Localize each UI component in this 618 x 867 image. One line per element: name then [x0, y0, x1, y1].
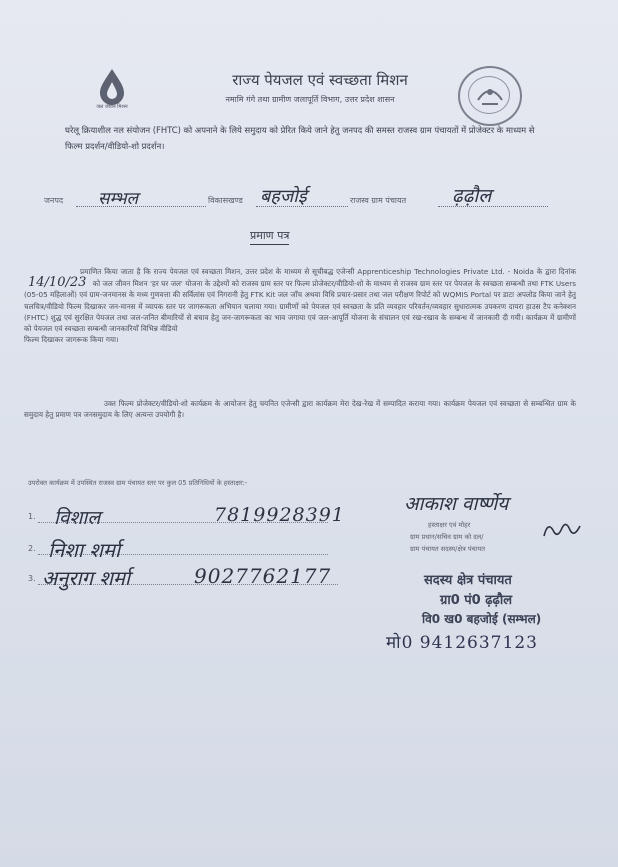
stamp-line-2: ग्रा0 पं0 ढ़ढ़ौल [440, 593, 513, 608]
program-date: 14/10/23 [28, 275, 87, 291]
signature-caption-2: ग्राम प्रधान/सचिव ग्राम को दल/ [410, 533, 484, 541]
district-label: जनपद [44, 196, 64, 205]
intro-text: घरेलू क्रियाशील नल संयोजन (FHTC) को अपनाने के लिये समुदाय को प्रेरित किये जाने हेतु जनपद की समस्त राजस्व ग्राम पंचायतों में प्रोजेक्टर के माध्यम से फिल्म प्रदर्शन/वीडियो-शो प्रदर्शन। [65, 125, 535, 151]
header-subtitle: नमामि गंगे तथा ग्रामीण जलापूर्ति विभाग, उत्तर प्रदेश शासन [225, 95, 395, 104]
row-1-phone: 7819928391 [214, 504, 345, 526]
row-3-number: 3. [28, 574, 36, 583]
row-1-name: विशाल [54, 507, 101, 529]
stamp-line-1: सदस्य क्षेत्र पंचायत [424, 573, 512, 588]
initial-signature [540, 516, 584, 542]
row-2-number: 2. [28, 544, 36, 553]
row-1-number: 1. [28, 512, 36, 521]
para1-end: फिल्म दिखाकर जागरूक किया गया। [24, 335, 119, 345]
certificate-title: प्रमाण पत्र [250, 228, 289, 245]
para2-text: उक्त फिल्म प्रोजेक्टर/वीडियो-शो कार्यक्रम के आयोजन हेतु चयनित एजेन्सी द्वारा कार्यक्रम मेरा देख-रेख में सम्पादित कराया गया। कार्यक्रम पेयजल एवं स्वच्छता से सम्बन्धित ग्राम के समुदाय हेतु प्रमाण पत्र जनसमुदाय के लिए अत्यन्त उपयोगी है। [24, 399, 576, 420]
location-fields [20, 185, 580, 210]
attendance-label: उपरोक्त कार्यक्रम में उपस्थित राजस्व ग्राम पंचायत स्तर पर कुल 05 प्रतिनिधियों के हस्ताक्षर:- [28, 479, 248, 487]
row-3-name: अनुराग शर्मा [42, 566, 131, 590]
village-label: राजस्व ग्राम पंचायत [350, 196, 407, 205]
para1-part1: प्रमाणित किया जाता है कि राज्य पेयजल एवं स्वच्छता मिशन, उत्तर प्रदेश के माध्यम से सूचीबद्ध एजेन्सी Apprenticeship Technologies Private Ltd. - Noida के द्वारा दिनांक [80, 267, 576, 276]
certificate-paragraph-1 [24, 266, 576, 345]
para1-part2: को जल जीवन मिशन 'हर घर जल' योजना के उद्देश्यों को राजस्व ग्राम स्तर पर फिल्म प्रोजेक्टर/वीडियो-शो के माध्यम से राजस्व ग्राम स्तर पर पेयजल के स्वच्छता सम्बन्धी तथा FTK Users (05-05 महिलाओं) एवं ग्राम-जनमानस के मध्य गुणवत्ता की सर्विलांस एवं निगरानी हेतु FTK Kit जल जाँच अथवा विधि प्रचार-प्रसार तथा जल परीक्षण रिपोर्ट को WQMIS Portal पर डाटा अपलोड किया जाने हेतु चलचित्र/वीडियो फिल्म दिखाकर जन-मानस में व्यापक स्तर पर जागरूकता अभियान चलाया गया। ग्रामीणों को पेयजल एवं स्वच्छता के प्रति व्यवहार परिवर्तन/व्यवहार सुधारात्मक उपकरण दायरा हाउस टैप कनेक्शन (FHTC) शुद्ध एवं सुरक्षित पेयजल तथा जल-जनित बीमारियों से बचाव हेतु जन-जागरूकता का भाव जगाया एवं जल-आपूर्ति योजना के संचालन एवं रख-रखाव के सम्बन्ध में जानकारी दी गयी। कार्यक्रम में ग्रामीणों को पेयजल एवं स्वच्छता सम्बन्धी जानकारियाँ विभिन्न वीडियो [24, 279, 576, 334]
row-2-name: निशा शर्मा [48, 538, 121, 562]
signature-caption-1: हस्ताक्षर एवं मोहर [428, 521, 471, 529]
certificate-paragraph-2 [24, 398, 576, 420]
signatory-signature: आकाश वार्ष्णेय [404, 493, 509, 515]
attendance-list [28, 506, 368, 596]
village-value: ढ़ढ़ौल [452, 185, 492, 207]
district-value: सम्भल [98, 189, 139, 209]
stamp-phone: मो0 9412637123 [386, 633, 538, 653]
logo-caption: जल जीवन मिशन [96, 104, 128, 110]
block-value: बहजोई [260, 186, 307, 207]
jal-jeevan-mission-logo [88, 66, 136, 112]
stamp-line-3: वि0 ख0 बहजोई (सम्भल) [422, 612, 542, 626]
header-title: राज्य पेयजल एवं स्वच्छता मिशन [232, 71, 408, 89]
block-label: विकासखण्ड [208, 196, 243, 205]
signature-caption-3: ग्राम पंचायत सदस्य/क्षेत्र पंचायत [410, 545, 486, 553]
row-3-phone: 9027762177 [194, 564, 332, 588]
